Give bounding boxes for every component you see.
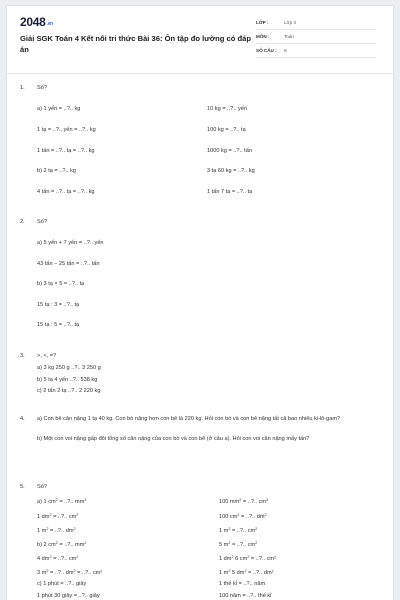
q1-right-line: 100 kg = ..?.. tạ <box>207 127 246 133</box>
questions <box>7 6 393 600</box>
q5-right-line: 100 $mm^2$ = ..?.. $cm^2$ <box>219 498 269 505</box>
q1-left-line: 1 tạ = ..?.. yến = ..?.. kg <box>37 127 96 133</box>
q5-left-line: b) 2 $cm^2$ = ..?.. $mm^2$ <box>37 541 87 548</box>
q1-left-line: a) 1 yến = ..?.. kg <box>37 106 81 112</box>
q5-number: 5. <box>20 484 25 490</box>
q4-number: 4. <box>20 416 25 422</box>
q1-left-line: b) 2 tạ = ..?.. kg <box>37 168 77 174</box>
q5-left-line: 3 $m^2$ = ..?.. $dm^2$ = ..?.. cm² <box>37 569 103 576</box>
page-title: Giải SGK Toán 4 Kết nối tri thức Bài 36: Ôn tập đo lường có đáp án <box>20 34 252 54</box>
q5-right-line: 1 $m^2$ 5 $dm^2$ = ..?.. dm² <box>219 569 274 576</box>
meta-key: MÔN : <box>256 34 270 39</box>
q1-left-line: 4 tấn = ..?.. tạ = ..?.. kg <box>37 189 95 195</box>
meta-key: LỚP : <box>256 20 269 25</box>
q1-number: 1. <box>20 85 25 91</box>
q5-right-line: 1 thế kỉ = ..?.. năm <box>219 581 266 587</box>
q2-line: 15 tạ : 5 = ..?.. tạ <box>37 322 80 328</box>
document-page <box>7 6 393 600</box>
q4-text-a: a) Con bê cân nặng 1 tạ 40 kg. Con bò nặng hơn con bê là 220 kg. Hỏi con bò và con bê nặng tất cả bao nhiêu ki-lô-gam? <box>37 416 341 422</box>
meta-value: 9 <box>284 48 287 53</box>
q3-line: c) 2 tấn 2 tạ ..?.. 2 220 kg <box>37 388 101 394</box>
logo-sub: .vn <box>46 21 53 27</box>
q5-left-line: 1 $dm^2$ = ..?.. $cm^2$ <box>37 513 79 520</box>
q1-right-line: 1000 kg = ..?.. tấn <box>207 148 252 154</box>
q1-heading: Số? <box>37 85 47 91</box>
q5-left-line: 1 $m^2$ = ..?.. $dm^2$ <box>37 527 76 534</box>
q5-left-line: c) 1 phút = ..?.. giây <box>37 581 87 587</box>
q5-right-line: 1 $m^2$ = ..?.. $cm^2$ <box>219 527 258 534</box>
q1-right-line: 10 kg = ..?.. yến <box>207 106 247 112</box>
meta-value: Lớp 4 <box>284 20 296 25</box>
q5-right-line: 100 $cm^2$ = ..?.. $dm^2$ <box>219 513 267 520</box>
q4-text-b: b) Một con voi nặng gấp đôi tổng số cân nặng của con bò và con bê (ở câu a). Hỏi con voi cân nặng mấy tấn? <box>37 436 310 442</box>
q5-left-line: a) 1 $cm^2$ = ..?.. $mm^2$ <box>37 498 87 505</box>
q3-number: 3. <box>20 353 25 359</box>
meta-value: Toán <box>284 34 294 39</box>
q1-right-line: 3 tạ 60 kg = ..?.. kg <box>207 168 255 174</box>
q5-heading: Số? <box>37 484 47 490</box>
q2-line: 15 tạ : 3 = ..?.. tạ <box>37 302 80 308</box>
q3-line: a) 3 kg 250 g ..?.. 3 250 g <box>37 365 101 371</box>
q2-number: 2. <box>20 219 25 225</box>
q3-heading: >, <, =? <box>37 353 57 359</box>
q5-right-line: 1 $dm^2$ 6 $cm^2$ = ..?.. cm² <box>219 555 276 562</box>
q5-right-line: 5 $m^2$ = ..?.. $cm^2$ <box>219 541 258 548</box>
q2-line: a) 5 yến + 7 yến = ..?.. yến <box>37 240 104 246</box>
logo-main: 2048 <box>20 15 46 29</box>
q2-heading: Số? <box>37 219 47 225</box>
q1-right-line: 1 tấn 7 tạ = ..?.. tạ <box>207 189 253 195</box>
q5-right-line: 100 năm = ..?.. thế kỉ <box>219 593 272 599</box>
q2-line: b) 3 tạ × 5 = ..?.. tạ <box>37 281 85 287</box>
q3-line: b) 5 tạ 4 yến ..?.. 538 kg <box>37 377 98 383</box>
q2-line: 43 tấn − 25 tấn = ..?.. tấn <box>37 261 100 267</box>
meta-key: SỐ CÂU : <box>256 48 277 53</box>
q5-left-line: 4 $dm^2$ = ..?.. $cm^2$ <box>37 555 79 562</box>
q1-left-line: 1 tấn = ..?.. tạ = ..?.. kg <box>37 148 95 154</box>
q5-left-line: 1 phút 30 giây = ..?.. giây <box>37 593 100 599</box>
